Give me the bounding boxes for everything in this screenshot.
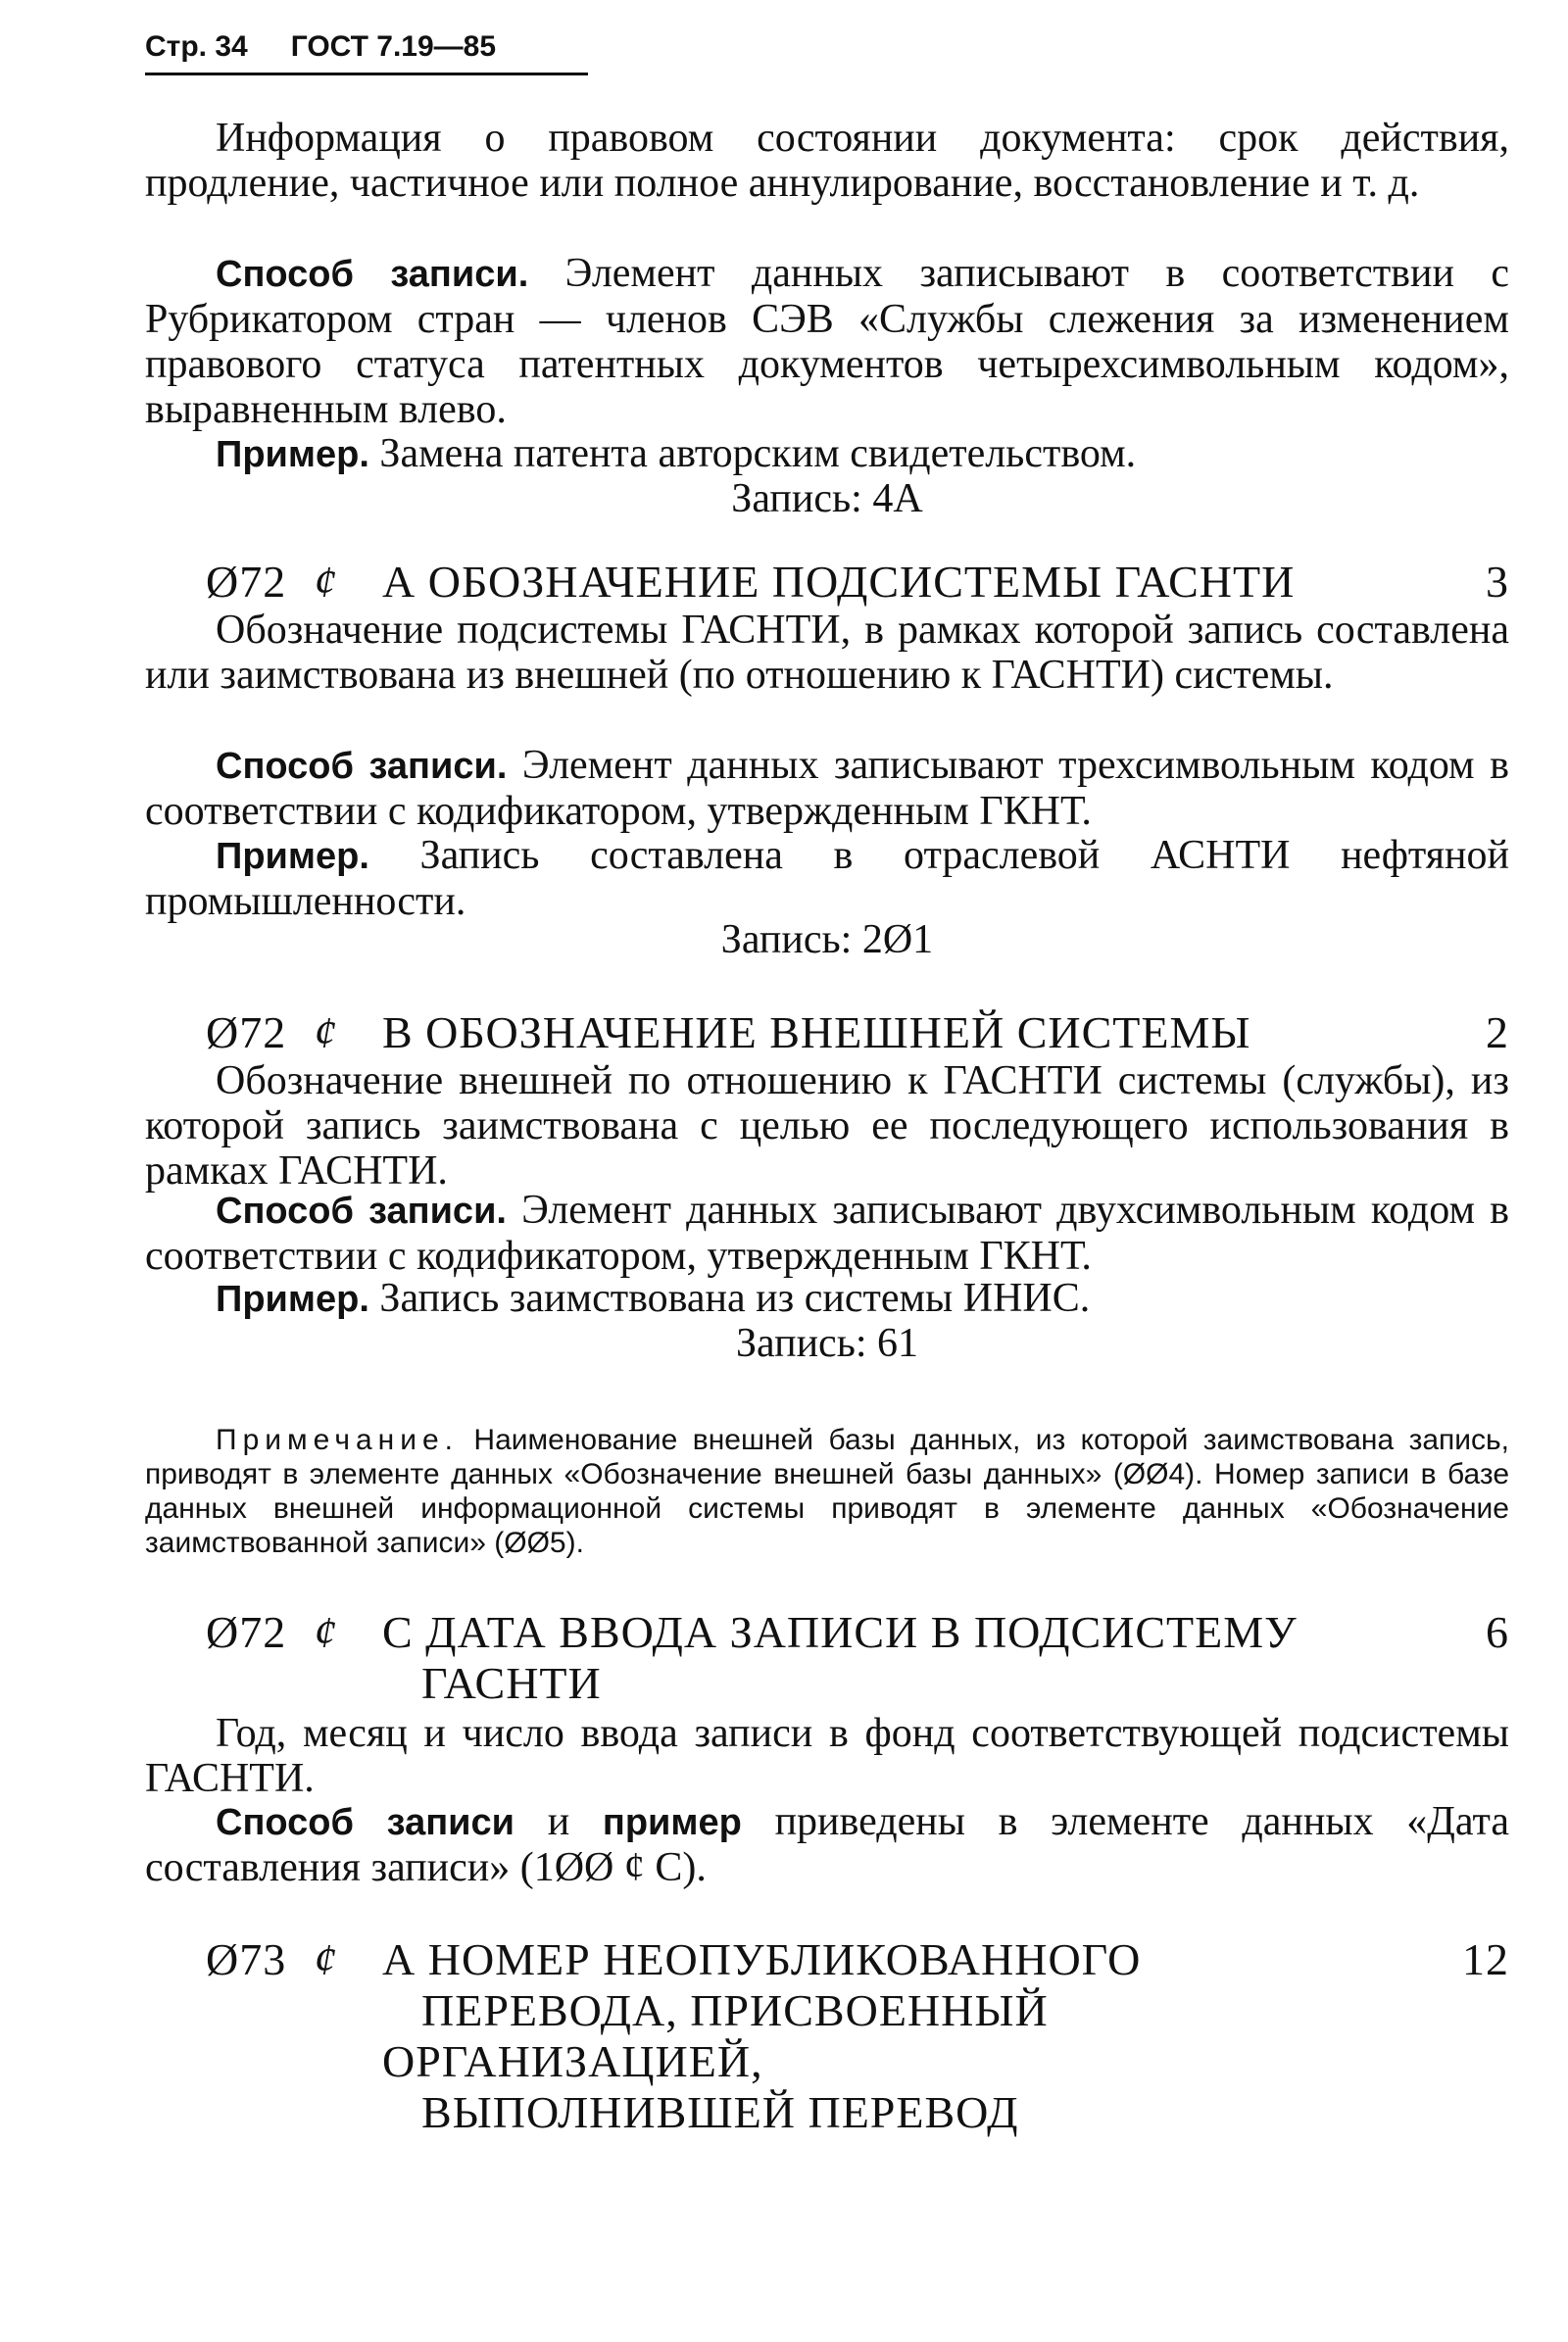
example-text: Запись составлена в отраслевой АСНТИ нефтяной промышленности.: [145, 833, 1509, 924]
method-label: Способ записи.: [216, 746, 508, 787]
method-label: Способ записи.: [216, 1191, 507, 1232]
intro-example: [145, 431, 1509, 477]
element-title: В ОБОЗНАЧЕНИЕ ВНЕШНЕЙ СИСТЕМЫ: [382, 1007, 1251, 1057]
element-length: 6: [1486, 1607, 1509, 1657]
element-length: 3: [1486, 557, 1509, 607]
method-text: приведены в элементе данных «Дата составления записи» (1ØØ ȼ С).: [145, 1799, 1509, 1890]
element-072b-example: [145, 1276, 1509, 1322]
note-label: Примечание.: [216, 1424, 459, 1456]
title-line: ГАСНТИ: [421, 1658, 602, 1708]
example-text: Замена патента авторским свидетельством.: [368, 431, 1137, 476]
element-072a-example: [145, 833, 1509, 924]
element-code: Ø72: [206, 557, 287, 607]
note-paragraph: [145, 1423, 1509, 1560]
subfield-marker: ȼ: [314, 1607, 337, 1657]
example-label: Пример.: [216, 1279, 369, 1320]
method-label: Способ записи.: [216, 254, 529, 295]
element-length: 2: [1486, 1007, 1509, 1057]
example-label: Пример.: [216, 434, 369, 475]
element-072a-description: Обозначение подсистемы ГАСНТИ, в рамках которой запись составлена или заимствована из внешней (по отношению к ГАСНТИ) системы.: [145, 608, 1509, 698]
element-code: Ø72: [206, 1007, 287, 1057]
element-code: Ø73: [206, 1934, 287, 1984]
method-text: Элемент данных записывают в соответствии с Рубрикатором стран — членов СЭВ «Службы слежения за изменением правового статуса патентных документов четырехсимвольным кодом», выравненным влево.: [145, 251, 1509, 432]
element-code: Ø72: [206, 1607, 287, 1657]
method-text: Элемент данных записывают трехсимвольным кодом в соответствии с кодификатором, утвержденным ГКНТ.: [145, 743, 1509, 834]
title-line: ПЕРЕВОДА, ПРИСВОЕННЫЙ ОРГАНИЗАЦИЕЙ,: [382, 1985, 1049, 2086]
element-072b-method: [145, 1188, 1509, 1279]
element-072c-heading: [206, 1607, 1509, 1709]
element-073a-heading: [206, 1934, 1509, 2137]
element-072b-description: Обозначение внешней по отношению к ГАСНТИ системы (службы), из которой запись заимствована с целью ее последующего использования в рамках ГАСНТИ.: [145, 1058, 1509, 1194]
title-line: ВЫПОЛНИВШЕЙ ПЕРЕВОД: [421, 2087, 1019, 2137]
running-header: [145, 27, 588, 75]
note-text: Наименование внешней базы данных, из которой заимствована запись, приводят в элементе данных «Обозначение внешней базы данных» (ØØ4). Номер записи в базе данных внешней информационной системы приводят в элементе данных «Обозначение заимствованной записи» (ØØ5).: [145, 1424, 1509, 1559]
example-text: Запись заимствована из системы ИНИС.: [368, 1276, 1091, 1321]
title-line: С ДАТА ВВОДА ЗАПИСИ В ПОДСИСТЕМУ: [382, 1607, 1298, 1657]
element-title: [382, 1934, 1362, 2138]
page-number: Стр. 34: [145, 30, 248, 63]
element-length: 12: [1462, 1934, 1509, 1984]
intro-record: Запись: 4А: [731, 476, 923, 521]
element-072a-method: [145, 743, 1509, 834]
element-072c-description: Год, месяц и число ввода записи в фонд соответствующей подсистемы ГАСНТИ.: [145, 1711, 1509, 1801]
subfield-marker: ȼ: [314, 557, 337, 607]
subfield-marker: ȼ: [314, 1934, 337, 1984]
method-text: Элемент данных записывают двухсимвольным кодом в соответствии с кодификатором, утвержденным ГКНТ.: [145, 1188, 1510, 1279]
title-line: А НОМЕР НЕОПУБЛИКОВАННОГО: [382, 1934, 1142, 1984]
element-072b-record: Запись: 61: [735, 1321, 919, 1366]
intro-method: [145, 251, 1509, 432]
method-label: Способ записи: [216, 1802, 515, 1843]
standard-code: ГОСТ 7.19—85: [290, 30, 497, 63]
intro-paragraph: Информация о правовом состоянии документа: срок действия, продление, частичное или полное аннулирование, восстановление и т. д.: [145, 116, 1509, 206]
element-072a-heading: [206, 557, 1509, 608]
element-072a-record: Запись: 2Ø1: [720, 917, 934, 962]
element-072b-heading: [206, 1007, 1509, 1058]
element-title: А ОБОЗНАЧЕНИЕ ПОДСИСТЕМЫ ГАСНТИ: [382, 557, 1296, 607]
element-title: [382, 1607, 1362, 1709]
element-072c-method: [145, 1799, 1509, 1890]
example-label: Пример.: [216, 836, 369, 877]
example-label: пример: [602, 1802, 742, 1843]
method-conjunction: и: [514, 1799, 603, 1844]
subfield-marker: ȼ: [314, 1007, 337, 1057]
